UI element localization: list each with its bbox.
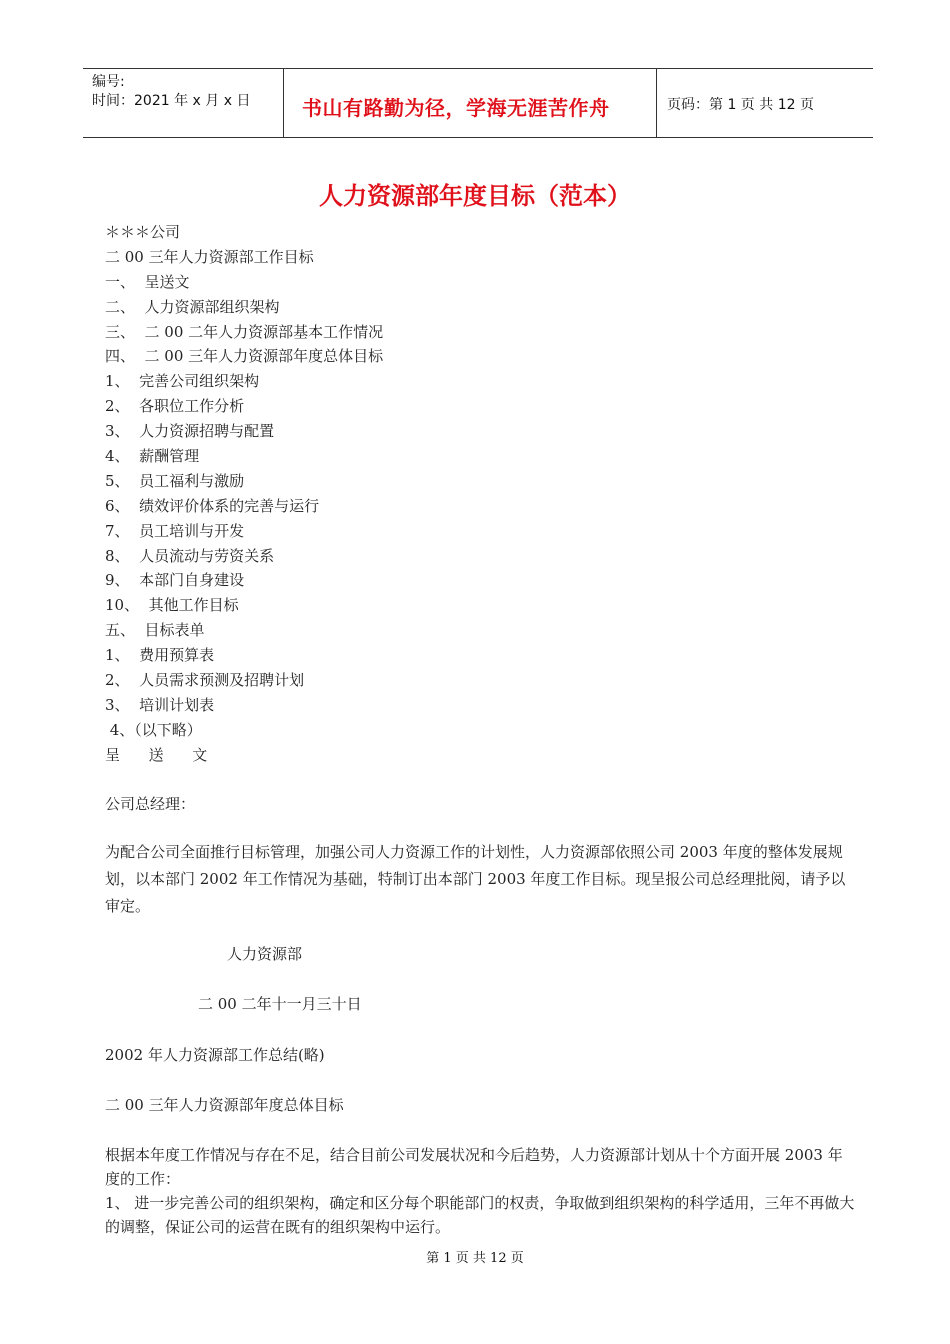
outline-item: 3、 人力资源招聘与配置 <box>105 422 275 441</box>
goals-intro: 根据本年度工作情况与存在不足，结合目前公司发展状况和今后趋势，人力资源部计划从十个方面开展 2003 年度的工作： <box>105 1146 843 1189</box>
document-title: 人力资源部年度目标（范本） <box>319 182 631 210</box>
outline-item: 2、 各职位工作分析 <box>105 397 245 416</box>
goal-item-1: 1、 进一步完善公司的组织架构，确定和区分每个职能部门的权责，争取做到组织架构的科学适用，三年不再做大的调整，保证公司的运营在既有的组织架构中运行。 <box>105 1194 855 1237</box>
outline-item: 9、 本部门自身建设 <box>105 571 245 590</box>
outline-list <box>105 220 855 768</box>
outline-item: 1、 费用预算表 <box>105 646 215 665</box>
outline-item: 4、（以下略） <box>105 720 202 739</box>
page-header <box>83 68 873 138</box>
outline-item: 呈 送 文 <box>105 745 208 764</box>
signature-date: 二 00 二年十一月三十日 <box>198 995 362 1014</box>
time-label: 时间：2021 年 x 月 x 日 <box>92 93 251 109</box>
outline-item: 7、 员工培训与开发 <box>105 521 245 540</box>
motto-text: 书山有路勤为径，学海无涯苦作舟 <box>302 96 610 120</box>
outline-item: 8、 人员流动与劳资关系 <box>105 546 275 565</box>
outline-item: 四、 二 00 三年人力资源部年度总体目标 <box>105 347 384 366</box>
letter-body: 为配合公司全面推行目标管理，加强公司人力资源工作的计划性，人力资源部依照公司 2003 年度的整体发展规划，以本部门 2002 年工作情况为基础，特制订出本部门 2003 年度工作目标。现呈报公司总经理批阅，请予以审定。 <box>105 843 846 916</box>
outline-item: 二 00 三年人力资源部工作目标 <box>105 247 314 266</box>
outline-item: ＊＊＊公司 <box>105 223 181 241</box>
header-meta-cell <box>83 69 284 137</box>
header-motto-cell <box>284 69 657 137</box>
section-summary-heading: 2002 年人力资源部工作总结(略) <box>105 1046 325 1065</box>
number-label: 编号: <box>92 74 125 90</box>
outline-item: 一、 呈送文 <box>105 272 190 291</box>
outline-item: 6、 绩效评价体系的完善与运行 <box>105 496 320 515</box>
outline-item: 2、 人员需求预测及招聘计划 <box>105 671 305 690</box>
outline-item: 10、 其他工作目标 <box>105 596 239 615</box>
salutation: 公司总经理： <box>105 794 196 813</box>
page-footer: 第 1 页 共 12 页 <box>426 1251 524 1266</box>
header-page-cell <box>657 69 873 137</box>
outline-item: 5、 员工福利与激励 <box>105 471 245 490</box>
outline-item: 1、 完善公司组织架构 <box>105 372 260 391</box>
document-body <box>105 220 855 1239</box>
signature-dept: 人力资源部 <box>227 945 303 964</box>
outline-item: 二、 人力资源部组织架构 <box>105 297 280 316</box>
outline-item: 3、 培训计划表 <box>105 695 215 714</box>
outline-item: 五、 目标表单 <box>105 621 205 640</box>
page-info: 页码：第 1 页 共 12 页 <box>667 97 814 113</box>
outline-item: 三、 二 00 二年人力资源部基本工作情况 <box>105 322 384 341</box>
outline-item: 4、 薪酬管理 <box>105 447 200 466</box>
section-goals-heading: 二 00 三年人力资源部年度总体目标 <box>105 1096 344 1115</box>
